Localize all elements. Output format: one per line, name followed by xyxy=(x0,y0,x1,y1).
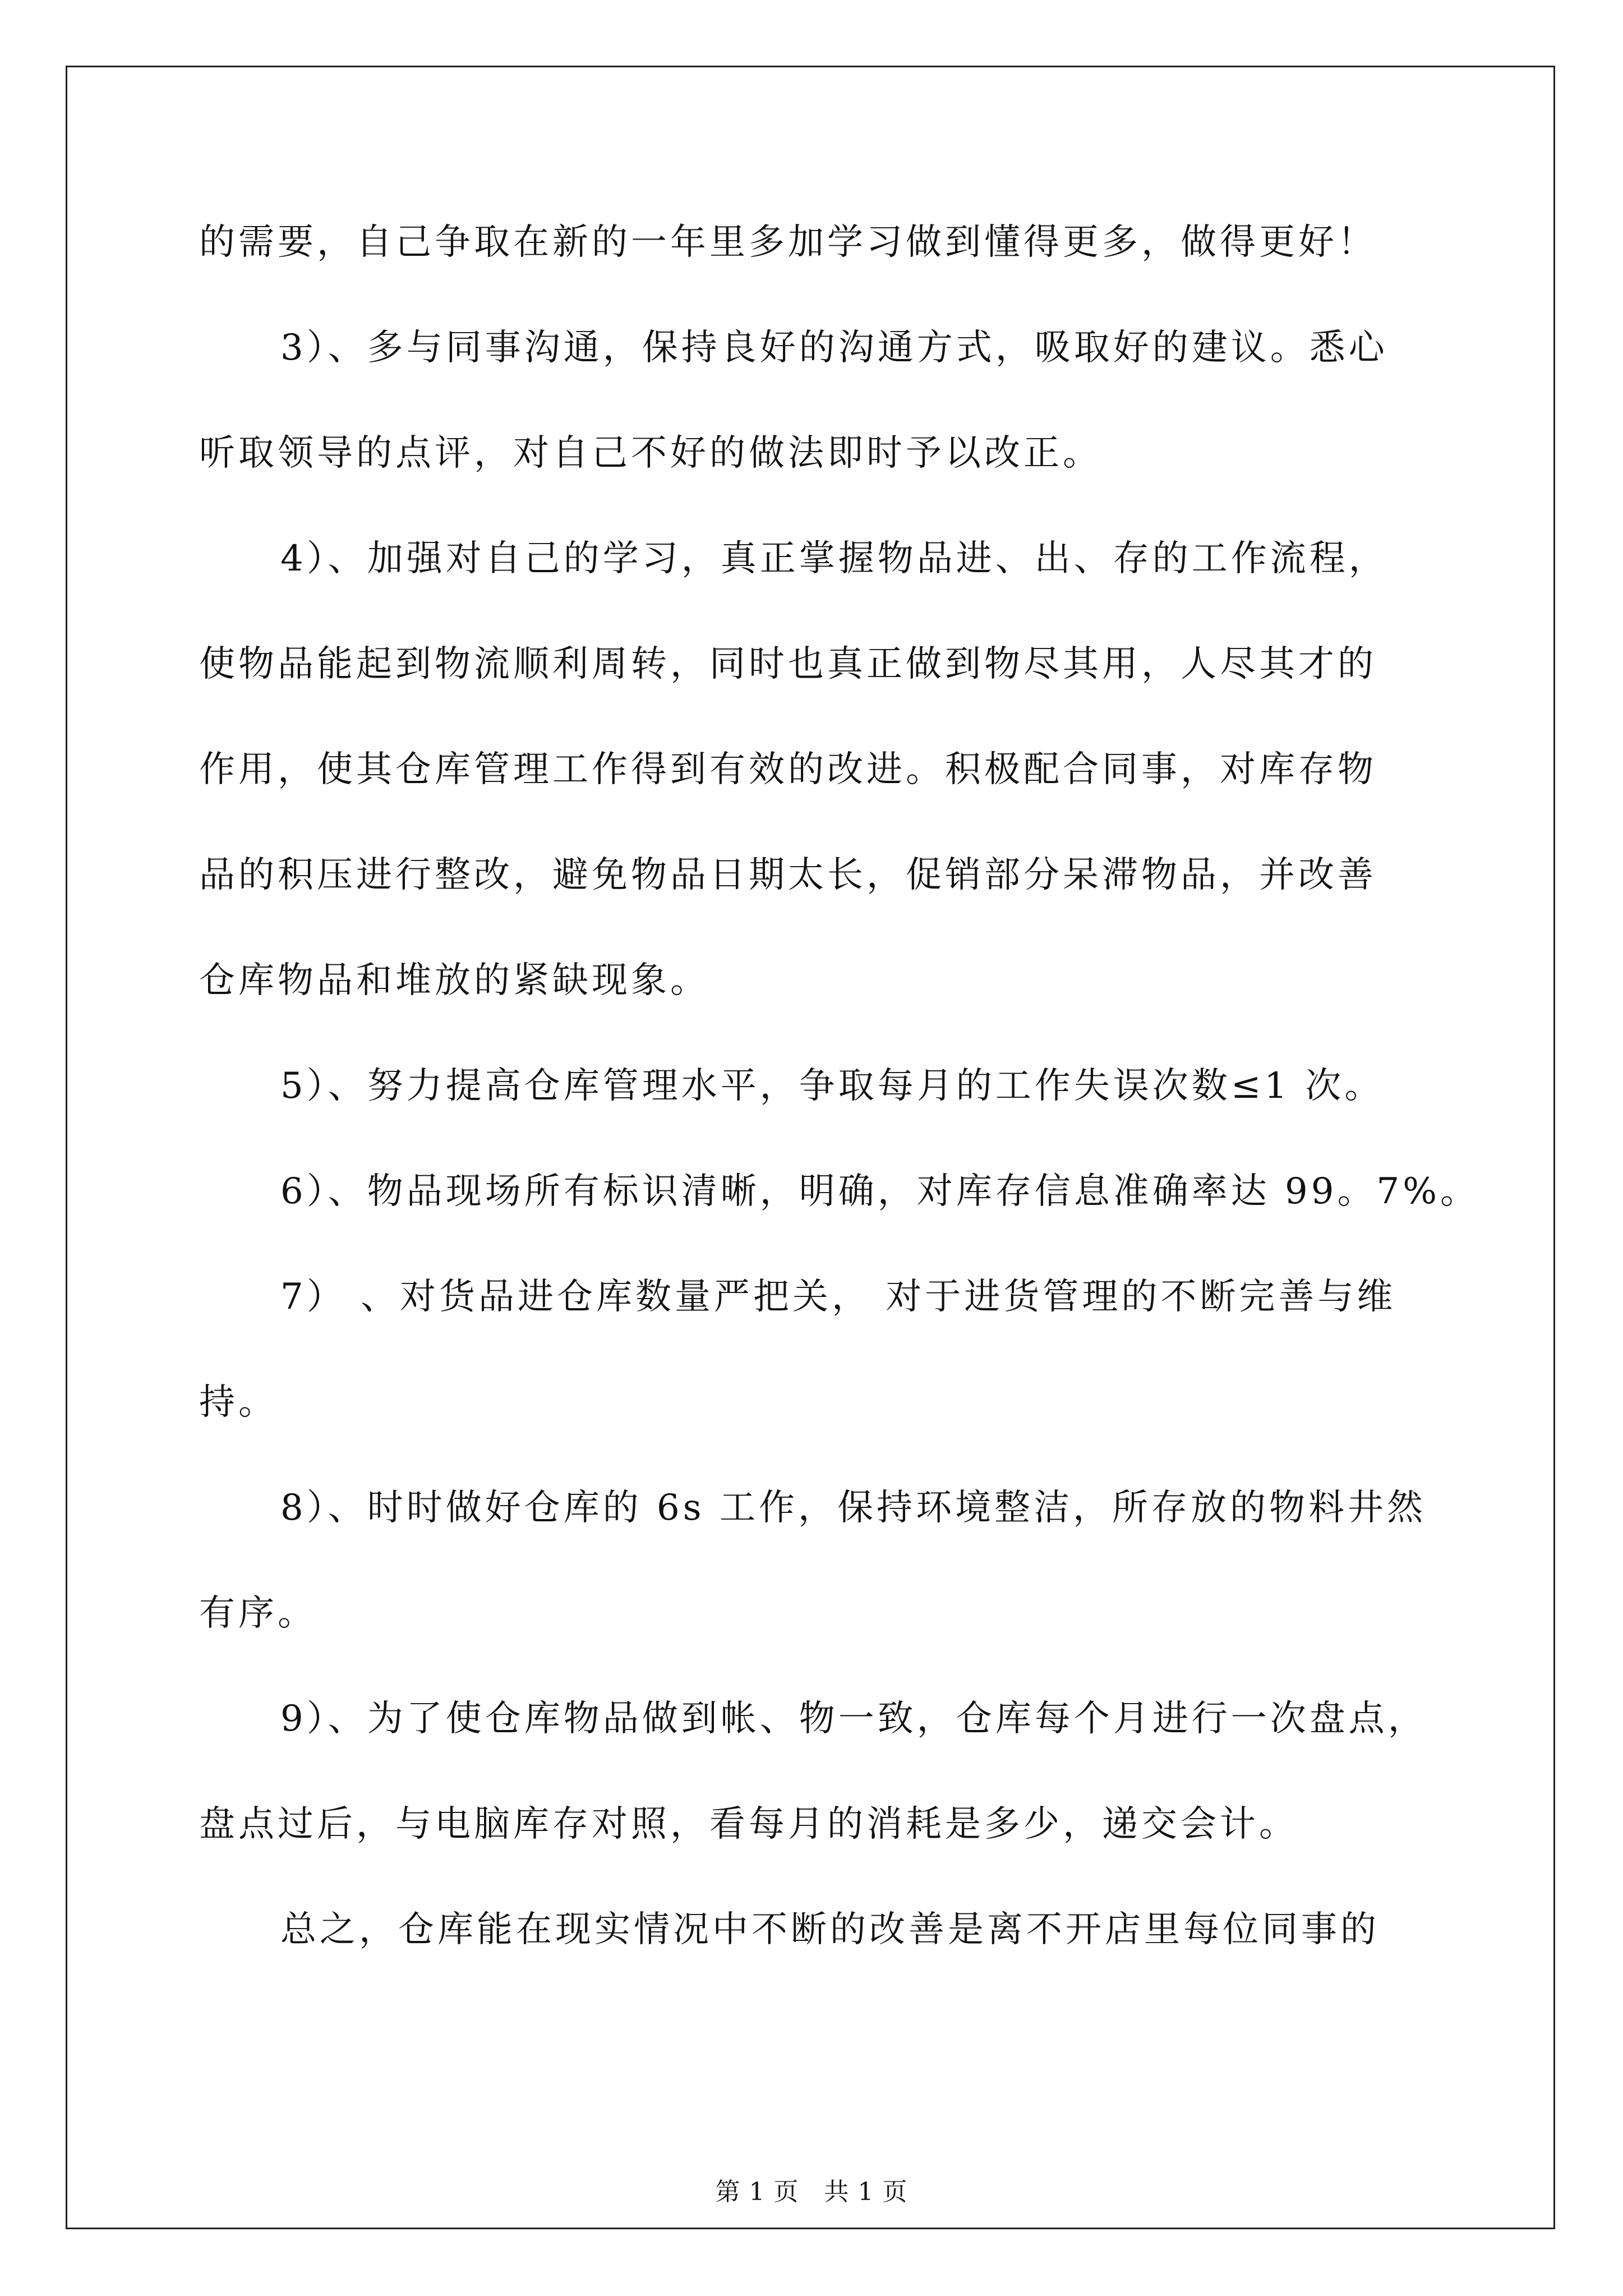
text-line: 总之，仓库能在现实情况中不断的改善是离不开店里每位同事的 xyxy=(280,1909,1380,1950)
text-line: 作用，使其仓库管理工作得到有效的改进。积极配合同事，对库存物 xyxy=(199,749,1377,790)
text-line: 6）、物品现场所有标识清晰，明确，对库存信息准确率达 99。7%。 xyxy=(280,1171,1480,1212)
text-line: 3）、多与同事沟通，保持良好的沟通方式，吸取好的建议。悉心 xyxy=(280,327,1388,369)
text-line: 7） 、对货品进仓库数量严把关， 对于进货管理的不断完善与维 xyxy=(280,1276,1396,1318)
text-line: 品的积压进行整改，避免物品日期太长，促销部分呆滞物品，并改善 xyxy=(199,854,1377,896)
text-line: 9）、为了使仓库物品做到帐、物一致，仓库每个月进行一次盘点， xyxy=(280,1698,1427,1740)
page-border xyxy=(66,66,1555,2229)
text-line: 持。 xyxy=(199,1382,278,1423)
text-line: 使物品能起到物流顺利周转，同时也真正做到物尽其用，人尽其才的 xyxy=(199,643,1377,685)
text-line: 4）、加强对自己的学习，真正掌握物品进、出、存的工作流程， xyxy=(280,538,1388,579)
text-line: 仓库物品和堆放的紧缺现象。 xyxy=(199,960,709,1001)
text-line: 有序。 xyxy=(199,1593,317,1634)
text-line: 的需要，自己争取在新的一年里多加学习做到懂得更多，做得更好！ xyxy=(199,222,1377,263)
text-line: 5）、努力提高仓库管理水平，争取每月的工作失误次数≤1 次。 xyxy=(280,1065,1384,1107)
text-line: 听取领导的点评，对自己不好的做法即时予以改正。 xyxy=(199,432,1102,474)
page-number-footer: 第 1 页 共 1 页 xyxy=(715,2178,908,2206)
text-line: 8）、时时做好仓库的 6s 工作，保持环境整洁，所存放的物料井然 xyxy=(280,1487,1426,1529)
text-line: 盘点过后，与电脑库存对照，看每月的消耗是多少，递交会计。 xyxy=(199,1803,1298,1845)
